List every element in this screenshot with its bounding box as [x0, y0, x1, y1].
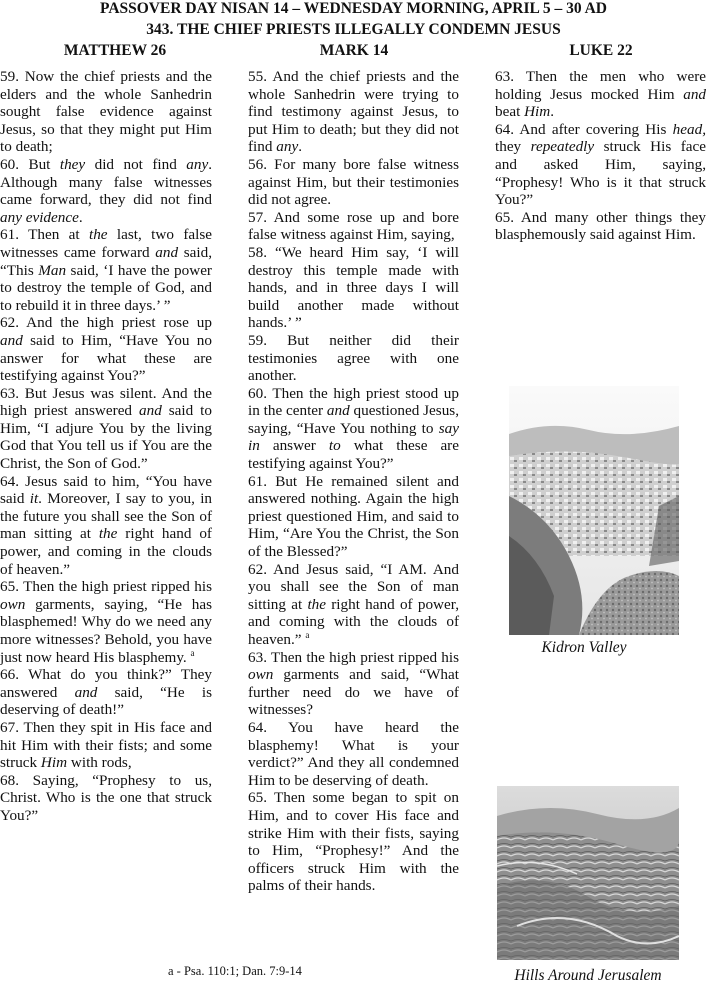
verse-text: 60. But	[0, 155, 60, 173]
verse-text: struck His face and asked Him, saying, “Prophesy! Who is it that struck You?”	[495, 138, 706, 209]
verse-text: what these are testifying against You?”	[248, 437, 459, 473]
verse-text: 62. And Jesus said, “I AM. And you shall see the Son of man sitting at	[248, 560, 459, 613]
verse-italic: say in	[248, 419, 459, 455]
verse-text: 58. “We heard Him say, ‘I will destroy this temple made with hands, and in three days I will build another made without hands.’ ”	[248, 243, 459, 332]
footnote-marker: a	[190, 647, 195, 658]
verse-italic: any evidence	[0, 208, 79, 226]
hills-around-jerusalem-caption: Hills Around Jerusalem	[514, 967, 662, 984]
verse-text: answer	[259, 437, 329, 455]
verse-text: 59. But neither did their testimonies agree with one another.	[248, 331, 459, 385]
verse-text: 64. You have heard the blasphemy! What is your verdict?” And they all condemned Him to be deserving of death.	[248, 718, 459, 789]
verse-italic: any	[186, 155, 209, 173]
verse-italic: and	[326, 402, 350, 420]
verse-italic: repeatedly	[530, 138, 595, 156]
verse-italic: the	[307, 595, 326, 613]
verse-text: 61. But He remained silent and answered nothing. Again the high priest questioned Him, and said to Him, “Are You the Christ, the Son of the Blessed?”	[248, 472, 459, 561]
verse-text: right hand of power, and coming in the clouds of heaven.”	[0, 525, 212, 578]
page-header-date: PASSOVER DAY NISAN 14 – WEDNESDAY MORNING, APRIL 5 – 30 AD	[100, 0, 607, 17]
section-title: 343. THE CHIEF PRIESTS ILLEGALLY CONDEMN JESUS	[146, 21, 561, 38]
verse-text: said, ‘I have the power to destroy the temple of God, and to rebuild it in three days.’ ”	[0, 261, 212, 314]
verse-text: 64. And after covering His	[495, 120, 673, 138]
verse-text: 65. Then some began to spit on Him, and to cover His face and strike Him with their fists, saying to Him, “Prophesy!” And the officers struck Him with the palms of their hands.	[248, 789, 459, 895]
verse-italic: head,	[672, 120, 706, 138]
verse-text: right hand of power, and coming with the clouds of heaven.”	[248, 595, 459, 648]
column-heading-mark: MARK 14	[319, 42, 389, 59]
verse-text: . Moreover, I say to you, in the future you shall see the Son of man sitting at	[0, 490, 213, 543]
verse-text: 56. For many bore false witness against Him, but their testimonies did not agree.	[248, 155, 459, 209]
verse	[0, 473, 212, 579]
verse-text: 63. But Jesus was silent. And the high priest answered	[0, 384, 212, 420]
verse-italic: own	[0, 595, 26, 613]
verse	[0, 68, 212, 156]
verse	[248, 719, 459, 789]
verse	[248, 209, 459, 244]
verse-text: last, two false witnesses came forward	[0, 226, 212, 261]
verse	[248, 332, 459, 385]
kidron-valley-photo	[509, 386, 679, 635]
verse-text: .	[298, 138, 302, 156]
hills-around-jerusalem-photo	[497, 786, 679, 960]
verse	[0, 719, 212, 772]
verse-italic: and	[683, 85, 706, 103]
verse	[0, 156, 212, 226]
verse	[495, 68, 706, 121]
verse-text: said, “He is deserving of death!”	[0, 683, 212, 719]
verse	[248, 156, 459, 209]
footnote-marker: a	[305, 629, 310, 640]
verse-italic: the	[88, 226, 108, 244]
verse-italic: to	[328, 437, 341, 455]
verse-text: 66. What do you think?” They answered	[0, 666, 212, 701]
verse-italic: any	[276, 138, 299, 156]
verse-text: said to Him, “Have You no answer for what these are testifying against You?”	[0, 331, 212, 385]
verse	[248, 473, 459, 561]
luke-column	[495, 68, 706, 244]
verse-italic: they	[59, 155, 86, 173]
verse	[0, 314, 212, 384]
verse	[248, 789, 459, 895]
verse-italic: the	[98, 525, 118, 543]
column-heading-luke: LUKE 22	[569, 42, 633, 59]
verse-italic: and	[139, 402, 162, 420]
verse-text: 65. And many other things they blasphemously said against Him.	[495, 208, 706, 244]
verse	[0, 385, 212, 473]
verse	[0, 772, 212, 825]
verse-text: 63. Then the high priest ripped his	[248, 648, 459, 666]
kidron-valley-caption: Kidron Valley	[541, 639, 627, 656]
verse-text: with rods,	[67, 754, 132, 772]
verse-text: .	[78, 208, 83, 226]
verse-text: 65. Then the high priest ripped his	[0, 578, 212, 596]
verse-text: 67. Then they spit in His face and hit Him with their fists; and some struck	[0, 718, 212, 772]
verse-italic: Him	[524, 103, 551, 121]
verse-text: 64. Jesus said to him, “You have said	[0, 472, 212, 508]
verse-text: questioned Jesus, saying, “Have You nothing to	[248, 402, 459, 437]
footnote: a - Psa. 110:1; Dan. 7:9-14	[168, 964, 302, 978]
verse-italic: Man	[38, 261, 67, 279]
verse-text: .	[550, 103, 555, 121]
verse	[248, 561, 459, 649]
verse	[248, 385, 459, 473]
verse-italic: it	[29, 490, 39, 508]
verse	[248, 68, 459, 156]
verse-text: 57. And some rose up and bore false witness against Him, saying,	[248, 208, 459, 244]
verse-text: 55. And the chief priests and the whole Sanhedrin were trying to find testimony against Jesus, to put Him to death; but they did not find	[248, 68, 459, 156]
verse-text: they	[495, 138, 531, 156]
verse	[495, 209, 706, 244]
verse-text: 63. Then the men who were holding Jesus mocked Him	[495, 68, 706, 103]
verse-text: 68. Saying, “Prophesy to us, Christ. Who is the one that struck You?”	[0, 771, 212, 824]
verse-text: 62. And the high priest rose up	[0, 314, 212, 332]
verse-text: 61. Then at	[0, 226, 89, 244]
verse	[0, 666, 212, 719]
verse-text: garments and said, “What further need do we have of witnesses?	[248, 666, 459, 719]
verse-italic: Him	[40, 754, 68, 772]
verse-text: said to Him, “I adjure You by the living God that You tell us if You are the Christ, the Son of God.”	[0, 402, 212, 473]
verse-text: 60. Then the high priest stood up in the center	[248, 384, 459, 420]
column-heading-matthew: MATTHEW 26	[63, 42, 167, 59]
verse-italic: and	[74, 683, 98, 701]
verse	[0, 226, 212, 314]
verse-text: did not find	[85, 155, 187, 173]
verse-text: 59. Now the chief priests and the elders and the whole Sanhedrin sought false evidence against Jesus, so that they might put Him to death;	[0, 68, 212, 156]
verse-text: said, “This	[0, 243, 212, 279]
verse-text: . Although many false witnesses came forward, they did not find	[0, 155, 213, 209]
mark-column	[248, 68, 459, 895]
verse-italic: own	[248, 666, 274, 684]
verse	[248, 649, 459, 719]
verse-italic: and	[155, 243, 179, 261]
verse	[0, 578, 212, 666]
verse	[248, 244, 459, 332]
verse-italic: and	[0, 331, 23, 349]
verse-text: garments, saying, “He has blasphemed! Why do we need any more witnesses? Behold, you have just now heard His blasphemy.	[0, 595, 212, 666]
verse-text: beat	[495, 103, 525, 121]
matthew-column	[0, 68, 212, 825]
verse	[495, 121, 706, 209]
